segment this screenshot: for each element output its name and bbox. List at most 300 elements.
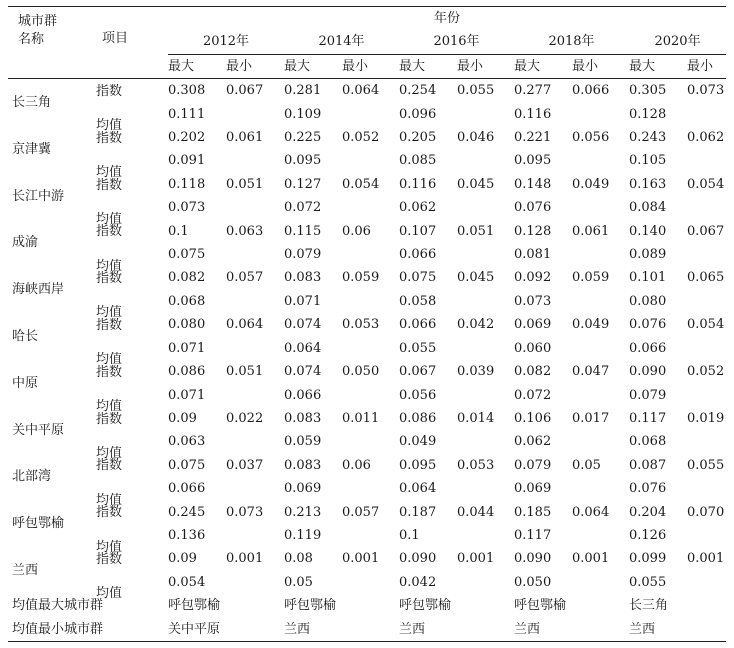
header-max: 最大 (629, 54, 687, 78)
mean-value: 0.066 (168, 481, 206, 497)
mean-value: 0.116 (514, 106, 552, 122)
index-max-value: 0.080 (168, 317, 206, 333)
empty-cell (572, 571, 629, 594)
empty-cell (226, 524, 284, 547)
index-min-value: 0.066 (572, 83, 610, 99)
mean-value: 0.069 (514, 481, 552, 497)
header-max: 最大 (399, 54, 457, 78)
index-max-value: 0.075 (168, 457, 206, 473)
index-min-value: 0.065 (687, 270, 725, 286)
summary-label: 均值最小城市群 (8, 618, 168, 642)
index-max-value: 0.245 (168, 504, 206, 520)
index-max-value: 0.090 (514, 551, 552, 567)
summary-city-value: 兰西 (399, 618, 514, 642)
empty-cell (572, 430, 629, 453)
city-group-cell (8, 266, 168, 321)
header-max: 最大 (284, 54, 342, 78)
table-row (8, 454, 726, 477)
mean-value: 0.063 (168, 434, 206, 450)
empty-cell (457, 524, 514, 547)
city-group-cell (8, 454, 168, 508)
index-min-value: 0.019 (687, 410, 725, 426)
table-row (8, 220, 726, 243)
item-label-mean: 均值 (96, 445, 123, 461)
index-min-value: 0.001 (457, 551, 495, 567)
index-min-value: 0.051 (226, 364, 264, 380)
mean-value: 0.058 (399, 293, 437, 309)
index-max-value: 0.083 (284, 410, 322, 426)
empty-cell (342, 524, 399, 547)
index-max-value: 0.140 (629, 223, 667, 239)
empty-cell (687, 103, 726, 126)
item-label-index: 指数 (96, 411, 123, 427)
index-min-value: 0.061 (226, 130, 264, 146)
city-group-name: 成渝 (12, 235, 39, 251)
index-min-value: 0.063 (226, 223, 264, 239)
header-min: 最小 (572, 54, 629, 78)
table-row (8, 126, 726, 149)
summary-city-value: 兰西 (514, 618, 629, 642)
mean-value: 0.076 (629, 481, 667, 497)
mean-value: 0.072 (514, 387, 552, 403)
index-min-value: 0.054 (687, 176, 725, 192)
mean-value: 0.050 (514, 574, 552, 590)
mean-value: 0.071 (168, 387, 206, 403)
empty-cell (687, 384, 726, 407)
index-max-value: 0.281 (284, 83, 322, 99)
index-min-value: 0.053 (457, 457, 495, 473)
mean-value: 0.049 (399, 434, 437, 450)
empty-cell (687, 149, 726, 172)
item-label-index: 指数 (96, 552, 123, 568)
index-min-value: 0.001 (226, 551, 264, 567)
item-label-index: 指数 (96, 130, 123, 146)
mean-value: 0.062 (514, 434, 552, 450)
index-min-value: 0.053 (342, 317, 380, 333)
table-row (8, 173, 726, 196)
index-min-value: 0.014 (457, 410, 495, 426)
mean-value: 0.042 (399, 574, 437, 590)
empty-cell (687, 524, 726, 547)
index-max-value: 0.076 (629, 317, 667, 333)
index-max-value: 0.213 (284, 504, 322, 520)
city-group-name: 京津冀 (12, 141, 52, 157)
index-max-value: 0.106 (514, 410, 552, 426)
index-min-value: 0.054 (342, 176, 380, 192)
item-label-mean: 均值 (96, 118, 123, 134)
index-min-value: 0.042 (457, 317, 495, 333)
index-max-value: 0.082 (514, 364, 552, 380)
header-max: 最大 (514, 54, 572, 78)
index-min-value: 0.049 (572, 176, 610, 192)
empty-cell (342, 103, 399, 126)
item-label-mean: 均值 (96, 165, 123, 181)
header-year-2016: 2016年 (399, 30, 514, 54)
mean-value: 0.071 (284, 293, 322, 309)
empty-cell (226, 337, 284, 360)
header-item-label: 项目 (102, 31, 129, 46)
city-group-name: 海峡西岸 (12, 282, 65, 298)
index-min-value: 0.017 (572, 410, 610, 426)
header-min: 最小 (687, 54, 726, 78)
city-group-name: 哈长 (12, 328, 39, 344)
summary-label: 均值最大城市群 (12, 598, 104, 614)
item-label-index: 指数 (96, 83, 123, 99)
index-min-value: 0.044 (457, 504, 495, 520)
index-min-value: 0.051 (457, 223, 495, 239)
item-label-index: 指数 (96, 458, 123, 474)
empty-cell (572, 524, 629, 547)
summary-city-value: 呼包鄂榆 (399, 598, 452, 614)
empty-cell (226, 243, 284, 266)
mean-value: 0.069 (284, 481, 322, 497)
empty-cell (687, 196, 726, 219)
index-max-value: 0.083 (284, 457, 322, 473)
index-max-value: 0.090 (399, 551, 437, 567)
table-row (8, 547, 726, 570)
index-min-value: 0.051 (226, 176, 264, 192)
table-row (8, 266, 726, 289)
city-group-cell (8, 220, 168, 274)
index-max-value: 0.221 (514, 130, 552, 146)
index-max-value: 0.069 (514, 317, 552, 333)
header-year-2012: 2012年 (168, 30, 284, 54)
table-row (8, 407, 726, 430)
mean-value: 0.117 (514, 527, 552, 543)
empty-cell (457, 571, 514, 594)
index-max-value: 0.187 (399, 504, 437, 520)
index-max-value: 0.083 (284, 270, 322, 286)
index-min-value: 0.011 (342, 410, 380, 426)
item-label-mean: 均值 (96, 399, 123, 415)
item-label-index: 指数 (96, 505, 123, 521)
table-body (8, 79, 726, 642)
empty-cell (342, 571, 399, 594)
mean-value: 0.079 (629, 387, 667, 403)
empty-cell (572, 149, 629, 172)
item-label-mean: 均值 (96, 305, 123, 321)
index-max-value: 0.115 (284, 223, 322, 239)
empty-cell (572, 290, 629, 313)
item-label-mean: 均值 (96, 211, 123, 227)
index-max-value: 0.117 (629, 410, 667, 426)
index-max-value: 0.086 (168, 364, 206, 380)
item-label-index: 指数 (96, 364, 123, 380)
city-group-cell (8, 126, 168, 181)
item-label-index: 指数 (96, 317, 123, 333)
index-max-value: 0.074 (284, 317, 322, 333)
index-max-value: 0.086 (399, 410, 437, 426)
empty-cell (457, 337, 514, 360)
index-max-value: 0.225 (284, 130, 322, 146)
empty-cell (457, 477, 514, 500)
index-max-value: 0.074 (284, 364, 322, 380)
header-year-group: 年份 (434, 11, 461, 26)
index-max-value: 0.127 (284, 176, 322, 192)
summary-city-value: 呼包鄂榆 (284, 598, 337, 614)
empty-cell (226, 571, 284, 594)
empty-cell (687, 477, 726, 500)
empty-cell (342, 196, 399, 219)
empty-cell (457, 430, 514, 453)
mean-value: 0.066 (399, 247, 437, 263)
summary-city-value: 呼包鄂榆 (514, 598, 567, 614)
mean-value: 0.064 (399, 481, 437, 497)
mean-value: 0.128 (629, 106, 667, 122)
index-max-value: 0.148 (514, 176, 552, 192)
index-min-value: 0.055 (687, 457, 725, 473)
index-min-value: 0.037 (226, 457, 264, 473)
index-min-value: 0.056 (572, 130, 610, 146)
summary-city-value: 兰西 (629, 618, 726, 642)
empty-cell (342, 384, 399, 407)
empty-cell (457, 103, 514, 126)
index-max-value: 0.090 (629, 364, 667, 380)
mean-value: 0.109 (284, 106, 322, 122)
table-row (8, 360, 726, 383)
empty-cell (342, 337, 399, 360)
city-group-cell (8, 79, 168, 134)
city-group-name: 北部湾 (12, 469, 52, 485)
mean-value: 0.068 (168, 293, 206, 309)
empty-cell (572, 196, 629, 219)
index-max-value: 0.205 (399, 130, 437, 146)
index-max-value: 0.082 (168, 270, 206, 286)
empty-cell (457, 290, 514, 313)
index-max-value: 0.079 (514, 457, 552, 473)
mean-value: 0.073 (514, 293, 552, 309)
mean-value: 0.066 (629, 340, 667, 356)
mean-value: 0.055 (629, 574, 667, 590)
index-min-value: 0.001 (572, 551, 610, 567)
index-max-value: 0.128 (514, 223, 552, 239)
index-max-value: 0.243 (629, 130, 667, 146)
mean-value: 0.081 (514, 247, 552, 263)
index-min-value: 0.049 (572, 317, 610, 333)
empty-cell (457, 196, 514, 219)
city-group-name: 中原 (12, 375, 39, 391)
index-min-value: 0.022 (226, 410, 264, 426)
empty-cell (342, 149, 399, 172)
index-max-value: 0.067 (399, 364, 437, 380)
mean-value: 0.072 (284, 200, 322, 216)
empty-cell (342, 290, 399, 313)
city-group-cell (8, 407, 168, 461)
empty-cell (457, 243, 514, 266)
mean-value: 0.064 (284, 340, 322, 356)
index-min-value: 0.052 (687, 364, 725, 380)
index-min-value: 0.057 (342, 504, 380, 520)
index-max-value: 0.116 (399, 176, 437, 192)
mean-value: 0.089 (629, 247, 667, 263)
mean-value: 0.055 (399, 340, 437, 356)
index-min-value: 0.062 (687, 130, 725, 146)
empty-cell (226, 430, 284, 453)
mean-value: 0.059 (284, 434, 322, 450)
index-max-value: 0.09 (168, 551, 197, 567)
empty-cell (572, 337, 629, 360)
summary-city-value: 兰西 (284, 618, 399, 642)
summary-row (8, 618, 726, 642)
city-group-name: 兰西 (12, 563, 39, 579)
index-max-value: 0.163 (629, 176, 667, 192)
city-group-cell (8, 547, 168, 602)
empty-cell (226, 103, 284, 126)
index-min-value: 0.059 (572, 270, 610, 286)
mean-value: 0.095 (284, 153, 322, 169)
item-label-mean: 均值 (96, 492, 123, 508)
index-min-value: 0.057 (226, 270, 264, 286)
item-label-mean: 均值 (96, 586, 123, 602)
summary-city-value: 关中平原 (168, 618, 284, 642)
index-min-value: 0.045 (457, 270, 495, 286)
empty-cell (226, 384, 284, 407)
mean-value: 0.1 (399, 527, 420, 543)
index-max-value: 0.099 (629, 551, 667, 567)
empty-cell (226, 149, 284, 172)
mean-value: 0.095 (514, 153, 552, 169)
index-min-value: 0.067 (226, 83, 264, 99)
item-label-mean: 均值 (96, 258, 123, 274)
index-min-value: 0.052 (342, 130, 380, 146)
empty-cell (226, 477, 284, 500)
mean-value: 0.054 (168, 574, 206, 590)
city-group-name: 长江中游 (12, 188, 65, 204)
index-max-value: 0.202 (168, 130, 206, 146)
index-max-value: 0.118 (168, 176, 206, 192)
mean-value: 0.126 (629, 527, 667, 543)
index-min-value: 0.06 (342, 223, 371, 239)
index-max-value: 0.066 (399, 317, 437, 333)
index-min-value: 0.001 (342, 551, 380, 567)
header-min: 最小 (226, 54, 284, 78)
header-min: 最小 (342, 54, 399, 78)
item-label-index: 指数 (96, 224, 123, 240)
mean-value: 0.062 (399, 200, 437, 216)
mean-value: 0.096 (399, 106, 437, 122)
index-max-value: 0.075 (399, 270, 437, 286)
empty-cell (342, 430, 399, 453)
index-min-value: 0.059 (342, 270, 380, 286)
index-max-value: 0.087 (629, 457, 667, 473)
mean-value: 0.091 (168, 153, 206, 169)
mean-value: 0.119 (284, 527, 322, 543)
index-max-value: 0.107 (399, 223, 437, 239)
header-max: 最大 (168, 54, 226, 78)
header-min: 最小 (457, 54, 514, 78)
index-min-value: 0.05 (572, 457, 601, 473)
empty-cell (687, 290, 726, 313)
item-label-index: 指数 (96, 271, 123, 287)
mean-value: 0.060 (514, 340, 552, 356)
header-city-group-line1: 城市群 (18, 14, 58, 29)
index-min-value: 0.050 (342, 364, 380, 380)
index-min-value: 0.045 (457, 176, 495, 192)
empty-cell (342, 477, 399, 500)
empty-cell (226, 196, 284, 219)
empty-cell (572, 243, 629, 266)
summary-city-value: 呼包鄂榆 (168, 598, 221, 614)
city-group-cell (8, 313, 168, 368)
index-max-value: 0.185 (514, 504, 552, 520)
empty-cell (226, 290, 284, 313)
index-max-value: 0.305 (629, 83, 667, 99)
empty-cell (457, 149, 514, 172)
city-group-name: 关中平原 (12, 422, 65, 438)
header-year-2014: 2014年 (284, 30, 399, 54)
mean-value: 0.136 (168, 527, 206, 543)
mean-value: 0.085 (399, 153, 437, 169)
empty-cell (687, 571, 726, 594)
mean-value: 0.111 (168, 106, 206, 122)
mean-value: 0.080 (629, 293, 667, 309)
index-min-value: 0.064 (572, 504, 610, 520)
index-min-value: 0.047 (572, 364, 610, 380)
header-year-2018: 2018年 (514, 30, 629, 54)
item-label-mean: 均值 (96, 352, 123, 368)
index-max-value: 0.095 (399, 457, 437, 473)
mean-value: 0.084 (629, 200, 667, 216)
index-min-value: 0.046 (457, 130, 495, 146)
index-min-value: 0.067 (687, 223, 725, 239)
empty-cell (572, 103, 629, 126)
index-min-value: 0.039 (457, 364, 495, 380)
header-year-2020: 2020年 (629, 30, 726, 54)
mean-value: 0.066 (284, 387, 322, 403)
index-max-value: 0.277 (514, 83, 552, 99)
index-max-value: 0.254 (399, 83, 437, 99)
summary-city-value: 长三角 (629, 598, 669, 614)
mean-value: 0.076 (514, 200, 552, 216)
index-max-value: 0.092 (514, 270, 552, 286)
index-min-value: 0.055 (457, 83, 495, 99)
mean-value: 0.073 (168, 200, 206, 216)
index-min-value: 0.070 (687, 504, 725, 520)
header-city-group-line2: 名称 (18, 32, 45, 47)
empty-cell (687, 337, 726, 360)
item-label-index: 指数 (96, 177, 123, 193)
table-row (8, 79, 726, 103)
index-max-value: 0.1 (168, 223, 189, 239)
mean-value: 0.071 (168, 340, 206, 356)
index-max-value: 0.204 (629, 504, 667, 520)
city-group-cell (8, 501, 168, 555)
mean-value: 0.079 (284, 247, 322, 263)
index-min-value: 0.073 (687, 83, 725, 99)
city-group-cell (8, 173, 168, 227)
index-max-value: 0.101 (629, 270, 667, 286)
city-group-cell (8, 360, 168, 415)
empty-cell (572, 477, 629, 500)
index-min-value: 0.06 (342, 457, 371, 473)
index-min-value: 0.061 (572, 223, 610, 239)
item-label-mean: 均值 (96, 539, 123, 555)
city-group-name: 长三角 (12, 94, 52, 110)
index-max-value: 0.09 (168, 410, 197, 426)
mean-value: 0.05 (284, 574, 313, 590)
index-min-value: 0.001 (687, 551, 725, 567)
empty-cell (457, 384, 514, 407)
mean-value: 0.075 (168, 247, 206, 263)
index-max-value: 0.08 (284, 551, 313, 567)
empty-cell (687, 430, 726, 453)
table-row (8, 501, 726, 524)
mean-value: 0.105 (629, 153, 667, 169)
mean-value: 0.068 (629, 434, 667, 450)
index-min-value: 0.073 (226, 504, 264, 520)
index-max-value: 0.308 (168, 83, 206, 99)
data-table (8, 6, 726, 642)
